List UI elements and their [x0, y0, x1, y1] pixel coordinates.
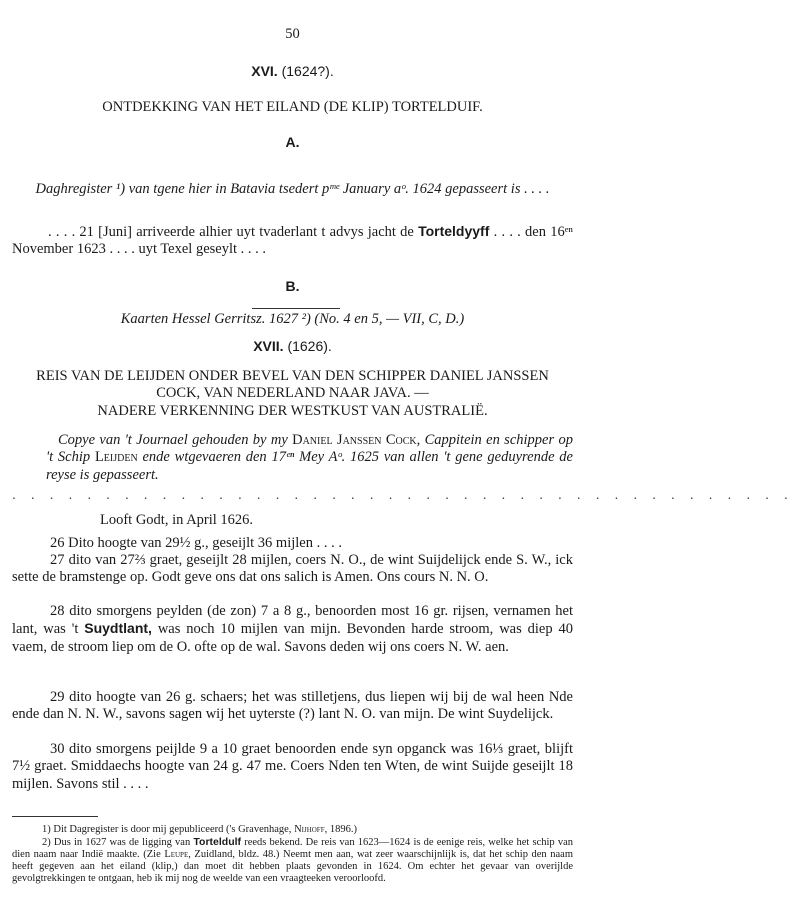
text-segment: , Cappitein en schipper op 't Schip: [46, 432, 573, 466]
section-number: XVII.: [253, 338, 284, 354]
part-b-label: B.: [285, 278, 300, 294]
publisher-name: Nijhoff: [294, 824, 325, 835]
section-xvi-heading: [12, 63, 573, 80]
text-segment: . . . . den 16ᵉⁿ November 1623 . . . . uyt Texel geseylt . . . .: [12, 224, 573, 258]
entry-29: 29 dito hoogte van 26 g. schaers; het was stilletjens, dus liepen wij bij de wal heen Nde ende dan N. N. W., savons sagen wij het uyterste (?) lant N. O. van mijn. De wint Suydelijck.: [12, 689, 573, 723]
section-year: (1624?).: [281, 63, 334, 79]
part-a-label: A.: [285, 134, 300, 150]
entry-28: [12, 603, 573, 656]
footnote-rule: [12, 816, 98, 817]
part-b-source: Kaarten Hessel Gerritsz. 1627 ²) (No. 4 en 5, — VII, C, D.): [120, 311, 465, 327]
text-segment: was noch 10 mijlen van mijn. Bevonden harde stroom, was diep 40 vaem, de stroom liep om de O. ofte op de wal. Savons deden wij ons coers N. W. aen.: [12, 621, 574, 655]
entry-26: 26 Dito hoogte van 29½ g., geseijlt 36 mijlen . . . .: [50, 535, 342, 551]
section-xvii-title: [12, 368, 573, 420]
text-segment: , Zuidland, bldz. 48.) Neemt men aan, wat zeer waarschijnlijk is, dat het schip den naam heeft gegeven aan het eiland (klip,) dan moet dit hebben plaats gevonden in 1624. Om echter het gevaar van overijlde gevolgtrekkingen te ontgaan, heb ik mij nog de weelde van een vraagteeken veroorloofd.: [12, 849, 573, 885]
section-divider: [252, 308, 340, 309]
part-a-text: [12, 223, 573, 259]
title-line: REIS VAN DE LEIJDEN ONDER BEVEL VAN DEN SCHIPPER DANIEL JANSSEN: [36, 368, 549, 384]
text-segment: 28 dito smorgens peylden (de zon) 7 a 8 g., benoorden most 16 gr. rijsen, vernamen het lant, was 't: [12, 603, 573, 638]
title-line: COCK, VAN NEDERLAND NAAR JAVA. —: [156, 385, 429, 402]
text-segment: Copye van 't Journael gehouden by my: [58, 432, 293, 448]
journal-opening: Looft Godt, in April 1626.: [100, 512, 254, 528]
text-segment: 2) Dus in 1627 was de ligging van: [42, 837, 194, 848]
entry-30: 30 dito smorgens peijlde 9 a 10 graet benoorden ende syn opganck was 16⅓ graet, blijft 7½ graet. Smiddaechs hoogte van 24 g. 47 me. Coers Nden ten Wten, de wint Suijde geseijlt 18 mijlen. Savons stil . . . .: [12, 741, 573, 792]
section-xvii-heading: [12, 338, 573, 355]
entry-27: 27 dito van 27⅔ graet, geseijlt 28 mijlen, coers N. O., de wint Suijdelijck ende S. W., ick sette de bramstenge op. Godt geve ons dat ons salich is Amen. Ons cours N. N. O.: [12, 552, 573, 586]
text-segment: . . . . 21 [Juni] arriveerde alhier uyt tvaderlant t advys jacht de: [48, 224, 419, 240]
captain-name: Daniel Janssen Cock: [292, 432, 417, 448]
section-xvi-title: ONTDEKKING VAN HET EILAND (DE KLIP) TORTELDUIF.: [102, 99, 483, 115]
place-name: Suydtlant,: [84, 620, 152, 637]
ship-name: Torteldyyff: [418, 223, 490, 239]
text-segment: ende wtgevaeren den 17ᵉⁿ Mey Aᵒ. 1625 van allen 't gene geduyrende de reyse is gepasseert.: [46, 449, 573, 483]
part-a-source: Daghregister ¹) van tgene hier in Batavia tsedert pᵐᵉ January aᵒ. 1624 gepasseert is . . . .: [35, 181, 550, 197]
text-segment: reeds bekend. De reis van 1623—1624 is de eenige reis, welke het schip van dien naam naar Indië maakte. (Zie: [12, 837, 573, 861]
title-line: NADERE VERKENNING DER WESTKUST VAN AUSTRALIË.: [97, 402, 488, 419]
section-number: XVI.: [251, 63, 278, 79]
journal-intro: [46, 432, 573, 484]
island-name: Torteldulf: [193, 836, 242, 848]
text-segment: , 1896.): [324, 824, 357, 835]
ship-name: Leijden: [94, 449, 138, 466]
author-name: Leupe: [164, 849, 189, 861]
section-year: (1626).: [287, 338, 332, 354]
footnote-1: [12, 824, 573, 836]
text-segment: 1) Dit Dagregister is door mij gepubliceerd ('s Gravenhage,: [42, 824, 295, 835]
footnote-2: [12, 836, 573, 885]
ellipsis-row: . . . . . . . . . . . . . . . . . . . . . . . . . . . . . . . . . . . . . . . . . .: [12, 488, 793, 502]
page-number: 50: [285, 26, 300, 42]
